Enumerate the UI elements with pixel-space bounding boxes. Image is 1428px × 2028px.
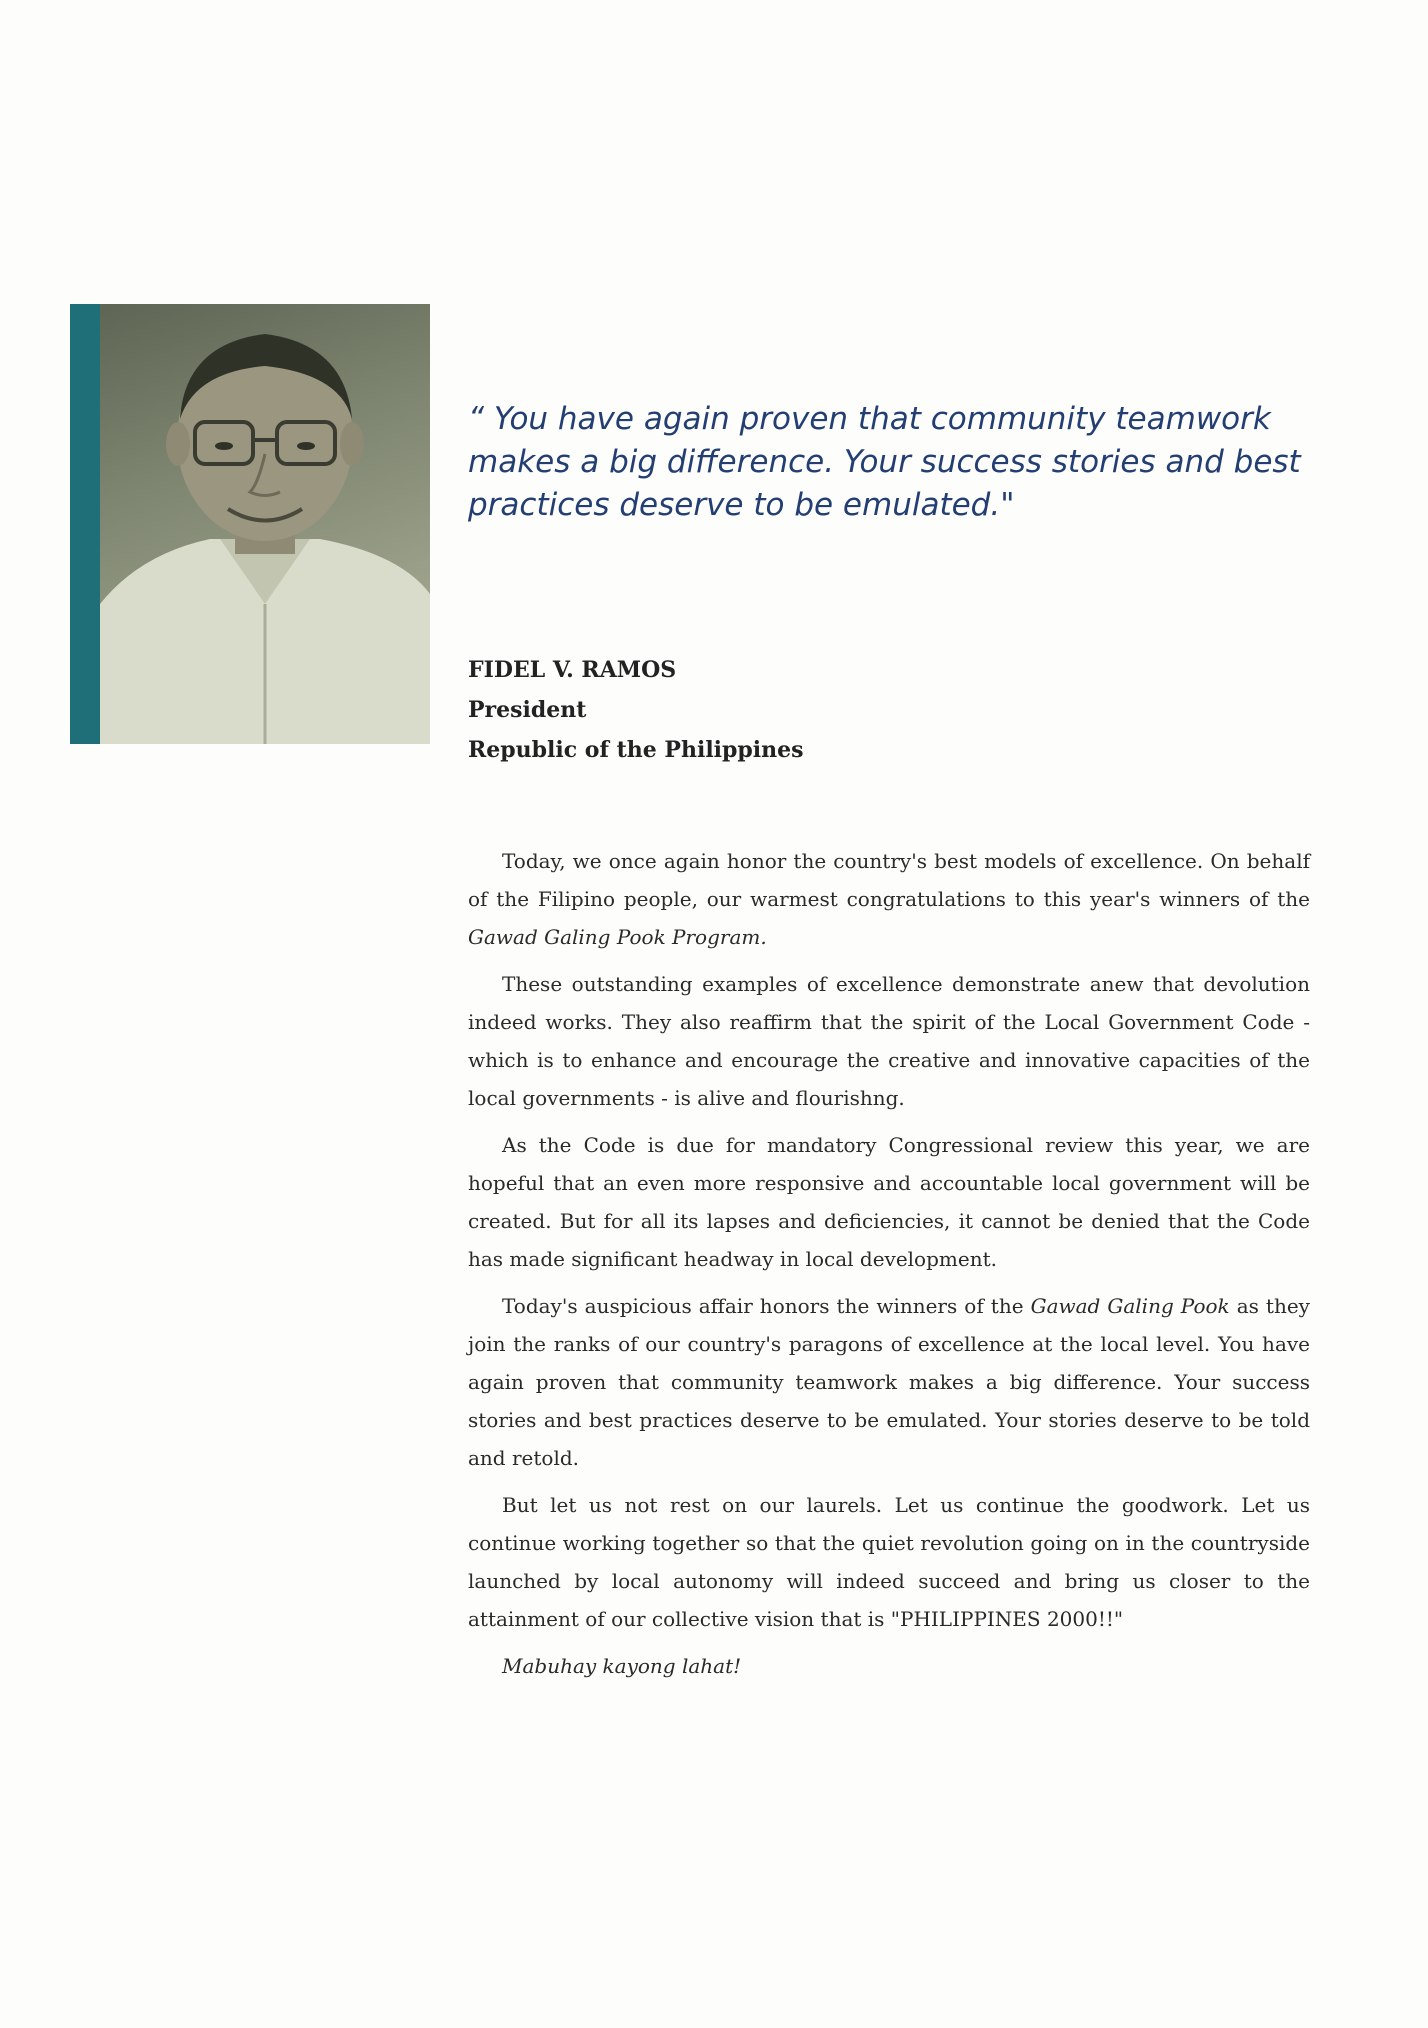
attribution-country: Republic of the Philippines xyxy=(468,737,804,763)
paragraph-5: But let us not rest on our laurels. Let us continue the goodwork. Let us continue working together so that the quiet revolution going on in the countryside launched by local autonomy will indeed succeed and bring us closer to the attainment of our collective vision that is "PHILIPPINES 2000!!" xyxy=(468,1493,1310,1631)
pull-quote: “ You have again proven that community teamwork makes a big difference. Your success stories and best practices deserve to be emulated." xyxy=(468,401,1301,523)
paragraph-4 xyxy=(468,1287,1310,1477)
accent-bar xyxy=(70,304,100,744)
closing-line: Mabuhay kayong lahat! xyxy=(502,1654,742,1678)
portrait-illustration xyxy=(100,304,430,744)
paragraph-1 xyxy=(468,842,1310,956)
portrait xyxy=(70,304,430,744)
paragraph-4-text-end: as they join the ranks of our country's paragons of excellence at the local level. You have again proven that community teamwork makes a big difference. Your success stories and best practices deserve to be emulated. Your stories deserve to be told and retold. xyxy=(468,1294,1310,1470)
attribution-name: FIDEL V. RAMOS xyxy=(468,657,677,683)
attribution-title: President xyxy=(468,697,587,723)
award-name: Gawad Galing Pook xyxy=(1030,1294,1230,1318)
paragraph-3: As the Code is due for mandatory Congressional review this year, we are hopeful that an even more responsive and accountable local government will be created. But for all its lapses and deficiencies, it cannot be denied that the Code has made significant headway in local development. xyxy=(468,1133,1310,1271)
portrait-photo xyxy=(100,304,430,744)
program-name: Gawad Galing Pook Program. xyxy=(468,925,767,949)
message-body xyxy=(468,842,1310,1694)
paragraph-2: These outstanding examples of excellence demonstrate anew that devolution indeed works. They also reaffirm that the spirit of the Local Government Code - which is to enhance and encourage the creative and innovative capacities of the local governments - is alive and flourishng. xyxy=(468,972,1310,1110)
paragraph-1-text: Today, we once again honor the country's best models of excellence. On behalf of the Filipino people, our warmest congratulations to this year's winners of the xyxy=(468,849,1310,911)
paragraph-4-text-start: Today's auspicious affair honors the winners of the xyxy=(502,1294,1031,1318)
attribution xyxy=(468,650,804,770)
